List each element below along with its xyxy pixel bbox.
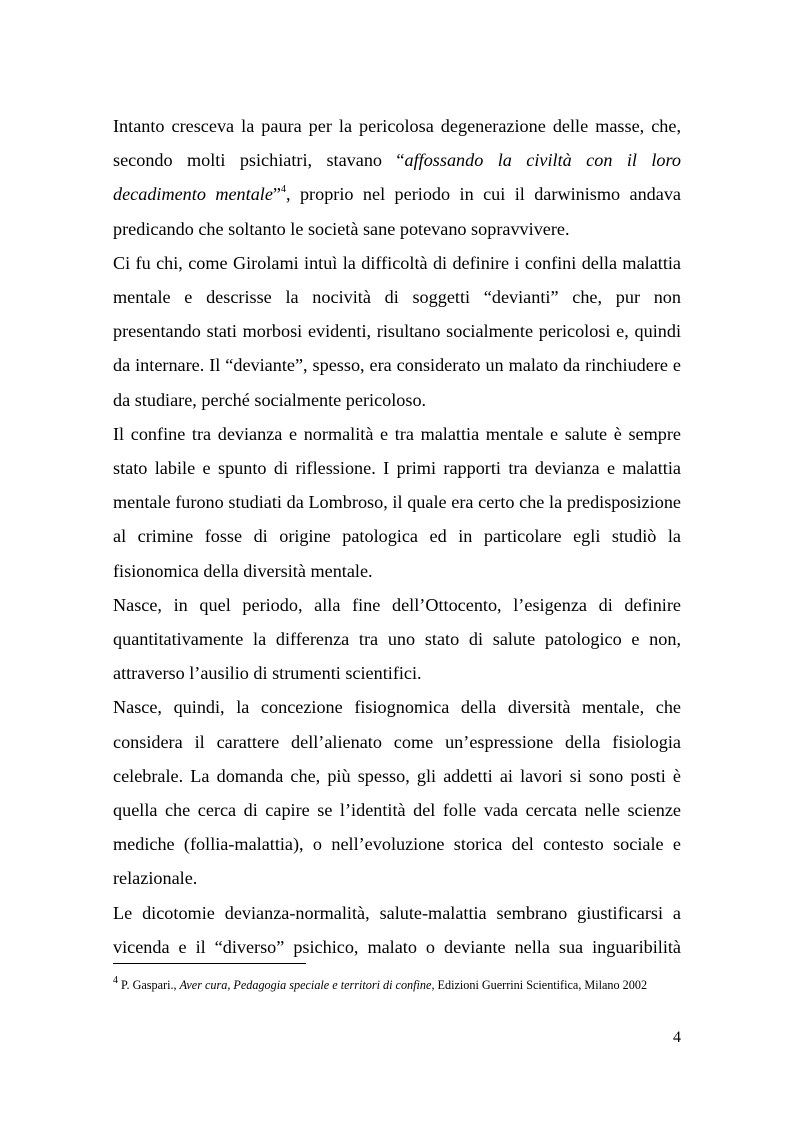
paragraph-1 (113, 109, 681, 246)
footnote-title: Aver cura, Pedagogia speciale e territori di confine (179, 978, 432, 992)
page-number: 4 (673, 1029, 681, 1046)
footnote-marker: 4 (113, 974, 118, 986)
body-text (113, 109, 681, 964)
paragraph-1-text-a: Intanto cresceva la paura per la pericolosa degenerazione delle masse, che, secondo molti psichiatri, stavano “ (113, 116, 681, 171)
footnote (113, 974, 681, 993)
paragraph-4: Nasce, in quel periodo, alla fine dell’Ottocento, l’esigenza di definire quantitativamente la differenza tra uno stato di salute patologico e non, attraverso l’ausilio di strumenti scientifici. (113, 594, 681, 684)
paragraph-3: Il confine tra devianza e normalità e tra malattia mentale e salute è sempre stato labile e spunto di riflessione. I primi rapporti tra devianza e malattia mentale furono studiati da Lombroso, il quale era certo che la predisposizione al crimine fosse di origine patologica ed in particolare egli studiò la fisionomica della diversità mentale. (113, 423, 681, 581)
paragraph-1-text-b: , proprio nel periodo in cui il darwinismo andava predicando che soltanto le società sane potevano sopravvivere. (113, 184, 682, 239)
footnote-divider (113, 963, 306, 964)
footnote-reference[interactable]: 4 (281, 184, 286, 196)
paragraph-2: Ci fu chi, come Girolami intuì la difficoltà di definire i confini della malattia mentale e descrisse la nocività di soggetti “devianti” che, pur non presentando stati morbosi evidenti, risultano socialmente pericolosi e, quindi da internare. Il “deviante”, spesso, era considerato un malato da rinchiudere e da studiare, perché socialmente pericoloso. (113, 252, 681, 410)
paragraph-5: Nasce, quindi, la concezione fisiognomica della diversità mentale, che considera il carattere dell’alienato come un’espressione della fisiologia celebrale. La domanda che, più spesso, gli addetti ai lavori si sono posti è quella che cerca di capire se l’identità del folle vada cercata nelle scienze mediche (follia-malattia), o nell’evoluzione storica del contesto sociale e relazionale. (113, 697, 681, 889)
footnote-author: P. Gaspari., (118, 978, 180, 992)
paragraph-6: Le dicotomie devianza-normalità, salute-malattia sembrano giustificarsi a vicenda e il “diverso” psichico, malato o deviante nella sua inguaribilità (113, 902, 681, 957)
paragraph-1-close-quote: ” (272, 184, 281, 205)
footnote-publisher: , Edizioni Guerrini Scientifica, Milano 2002 (431, 978, 648, 992)
paragraph-1-quote: affossando la civiltà con il loro decadimento mentale (113, 150, 681, 205)
